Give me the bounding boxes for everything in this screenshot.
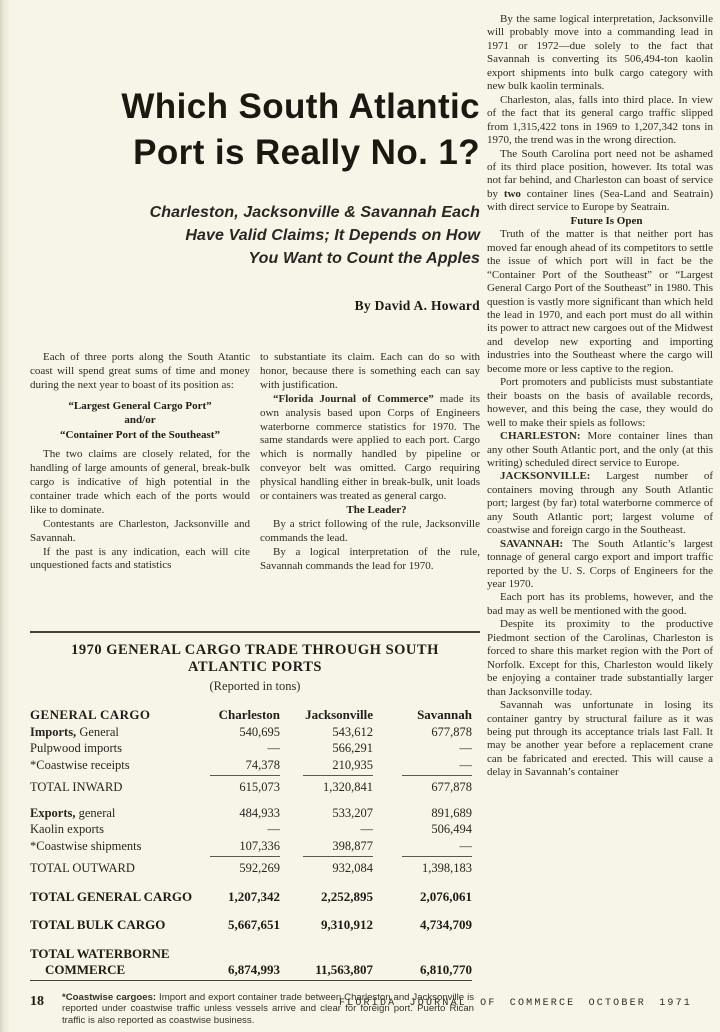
paragraph-text: More container lines than any other South Atlantic port, and the only (at this writing) scheduled direct service to Europe. [487,430,713,469]
footnote-text: Import and export container trade between Charleston and Jacksonville is reported under coastwise traffic unless vessels arrive and clear for foreign port. Puerto Rican traffic is also reported as coastwise business. [62,991,475,1026]
cell-jacksonville: 566,291 [332,741,373,755]
paragraph-text: The South Carolina port need not be ashamed of its third place position, however. Its total was not far behind, and Charleston can boast of service by [487,147,713,200]
cell-charleston: 592,269 [239,861,280,875]
paragraph: By a strict following of the rule, Jacksonville commands the lead. [260,517,480,544]
cell-savannah: 677,878 [431,724,472,739]
cargo-table-section [30,631,480,1026]
article-subtitle [30,201,480,270]
paragraph-text: The South Atlantic’s largest tonnage of general cargo export and import traffic reported by the U. S. Corps of Engineers for the year 1970. [487,537,713,591]
paragraph: Truth of the matter is that neither port has moved far enough ahead of its competitors to settle the issue of which port will in fact be the “Container Port of the Southeast” or “Largest General Cargo Port of the Southeast” in 1980. This question is vastly more significant than which held the lead in 1970, and each port must do all within its power to attract new cargoes out of the Midwest and develop new exporting and importing industries into the Southeast where the cargo will become more or less captive to the region. [487,228,713,375]
table-row [30,796,472,822]
paragraph: Despite its proximity to the productive Piedmont section of the Carolinas, Charleston is forced to share this market region with the Port of Norfolk. Except for this, Charleston would likely be enjoying a container trade substantially larger than Jacksonville today. [487,618,713,698]
paragraph-text: Largest number of containers moving through any South Atlantic port; largest (by far) total waterborne commerce of any South Atlantic port; largest volume of coastwise and foreign cargo in the Southeast. [487,470,713,537]
paragraph-charleston [487,430,713,470]
cell-charleston: 107,336 [239,838,280,853]
bold-lead: SAVANNAH: [500,537,564,550]
table-row [30,821,472,838]
paragraph: Charleston, alas, falls into third place. In view of the fact that its general cargo traffic slipped from 1,315,422 tons in 1969 to 1,207,342 tons in 1970, the trend was in the wrong direction. [487,93,713,147]
cargo-table [30,707,472,979]
cell-jacksonville: 932,084 [332,861,373,875]
bold-lead: “Florida Journal of Commerce” [273,392,434,405]
table-row-total-inward [30,779,472,796]
claim-line: “Largest General Cargo Port” [68,399,212,412]
cell-charleston: — [267,822,280,836]
row-label [30,724,182,741]
row-label: TOTAL BULK CARGO [30,917,166,932]
cell-charleston: 1,207,342 [228,888,280,904]
table-row-total-outward [30,860,472,877]
table-header-row [30,707,472,724]
section-heading: The Leader? [346,503,407,516]
cell-savannah: 2,076,061 [420,888,472,904]
claim-line: “Container Port of the Southeast” [60,428,220,441]
row-label [30,860,182,877]
footnote-lead: *Coastwise cargoes: [62,991,157,1003]
cell-savannah: — [459,757,472,772]
cell-jacksonville: — [360,822,373,836]
paragraph: By the same logical interpretation, Jacksonville will probably move into a commanding lead in 1971 or 1972—due solely to the fact that Savannah is converting its 506,494-ton kaolin export shipments into bulk cargo category with new bulk kaolin terminals. [487,13,713,93]
row-label [30,838,182,855]
cell-jacksonville: 210,935 [332,757,373,772]
table-subtitle: (Reported in tons) [209,679,301,693]
table-row-total-general-cargo [30,877,472,906]
cell-savannah: 506,494 [431,822,472,836]
paragraph: Each port has its problems, however, and the bad may as well be mentioned with the good. [487,591,713,617]
article-header [30,84,480,314]
cell-jacksonville: 1,320,841 [323,780,373,794]
cell-charleston: 6,874,993 [228,962,280,977]
row-label: TOTAL GENERAL CARGO [30,888,193,904]
cell-charleston: 615,073 [239,780,280,794]
row-label [30,740,182,757]
bold-lead: CHARLESTON: [500,430,581,443]
claims-block [30,399,250,443]
subtitle-line: You Want to Count the Apples [248,250,480,267]
row-label-text: TOTAL INWARD [30,780,123,794]
row-label-text: Kaolin exports [30,822,104,836]
paragraph-savannah [487,538,713,592]
cell-jacksonville: 2,252,895 [321,888,373,904]
row-label-text: Pulpwood imports [30,741,123,755]
title-line: Which South Atlantic [121,87,480,126]
row-label [30,934,182,979]
row-label [30,779,182,796]
footer-rule [30,980,472,981]
paragraph [260,393,480,504]
row-label-text: general [75,805,116,820]
cell-charleston: 74,378 [245,757,280,772]
column-header-label: GENERAL CARGO [30,707,151,722]
column-right [487,13,713,780]
row-label-line: TOTAL WATERBORNE [30,945,170,961]
cell-savannah: 1,398,183 [422,861,472,875]
cell-savannah: 6,810,770 [420,962,472,977]
journal-name: FLORIDA JOURNAL OF COMMERCE OCTOBER 1971 [338,998,692,1009]
column-header-jacksonville: Jacksonville [305,707,373,722]
row-label-line: COMMERCE [45,962,126,977]
paragraph: Each of three ports along the South Atantic coast will spend great sums of time and money during the next year to boast of its position as: [30,351,250,391]
row-label-text: TOTAL OUTWARD [30,861,135,875]
cell-savannah: 891,689 [431,805,472,820]
subtitle-line: Charleston, Jacksonville & Savannah Each [149,204,480,221]
page-title [30,84,480,176]
column-left [30,351,250,574]
column-middle [260,351,480,574]
paragraph: Contestants are Charleston, Jacksonville and Savannah. [30,517,250,544]
cell-jacksonville: 398,877 [332,838,373,853]
cell-jacksonville: 533,207 [332,805,373,820]
cell-charleston: — [267,741,280,755]
body-columns [30,351,480,574]
paragraph-text: container lines (Sea-Land and Seatrain) with direct service to Europe by Seatrain. [487,187,714,214]
title-line: Port is Really No. 1? [133,133,480,172]
table-row [30,757,472,774]
row-label [30,821,182,838]
paragraph: By a logical interpretation of the rule, Savannah commands the lead for 1970. [260,545,480,572]
paragraph-jacksonville [487,470,713,537]
table-row-total-waterborne [30,934,472,979]
byline: By David A. Howard [354,298,480,313]
cell-jacksonville: 543,612 [332,724,373,739]
paragraph: Port promoters and publicists must substantiate their boasts on the basis of available records, however, and this being the case, they would do well to make their spiels as follows: [487,376,713,429]
paragraph: Savannah was unfortunate in losing its container gantry by structural failure as it was being put through its acceptance trials last Fall. It may be another year before a replacement crane can be fabricated and erected. This will cause a delay in Savannah’s container [487,699,713,779]
page-edge-shadow [0,0,10,1032]
cell-savannah: 677,878 [431,780,472,794]
bold-lead: JACKSONVILLE: [500,470,591,483]
table-row [30,724,472,741]
row-label [30,757,182,774]
row-label-text: *Coastwise shipments [30,838,142,853]
cell-charleston: 540,695 [239,724,280,739]
section-heading: Future Is Open [570,214,643,227]
paragraph-text: made its own analysis based upon Corps of Engineers waterborne commerce statistics for 1970. The same standards were applied to each port. Cargo which is normally handled by pipeline or conveyor belt was omitted. Cargo requiring physical handling either in break-bulk, unit loads or containers was treated as general cargo. [260,392,480,503]
claim-line: and/or [124,414,156,427]
paragraph: If the past is any indication, each will cite unquestioned facts and statistics [30,545,250,572]
table-row-total-bulk-cargo [30,905,472,934]
cell-charleston: 5,667,651 [228,917,280,932]
bold-word: two [503,187,521,200]
column-header-savannah: Savannah [417,707,472,722]
row-label [30,796,182,822]
subtitle-line: Have Valid Claims; It Depends on How [185,227,480,244]
row-label-text: General [76,724,119,739]
cell-charleston: 484,933 [239,805,280,820]
table-row [30,838,472,855]
cell-savannah: 4,734,709 [420,917,472,932]
paragraph [487,148,713,215]
column-header-charleston: Charleston [218,707,280,722]
row-label-lead: Imports, [30,724,77,739]
row-label-lead: Exports, [30,805,76,820]
table-title: 1970 GENERAL CARGO TRADE THROUGH SOUTH ATLANTIC PORTS [71,642,439,675]
cell-jacksonville: 9,310,912 [321,917,373,932]
page-number: 18 [30,994,44,1009]
paragraph: to substantiate its claim. Each can do so with honor, because there is something each can say with justification. [260,351,480,391]
cell-savannah: — [459,838,472,853]
cell-jacksonville: 11,563,807 [315,962,373,977]
row-label-text: *Coastwise receipts [30,757,130,772]
cell-savannah: — [459,741,472,755]
table-row [30,740,472,757]
paragraph: The two claims are closely related, for the handling of large amounts of general, break-bulk cargo is indicative of high potential in the container trade which each of the ports would like to dominate. [30,448,250,516]
